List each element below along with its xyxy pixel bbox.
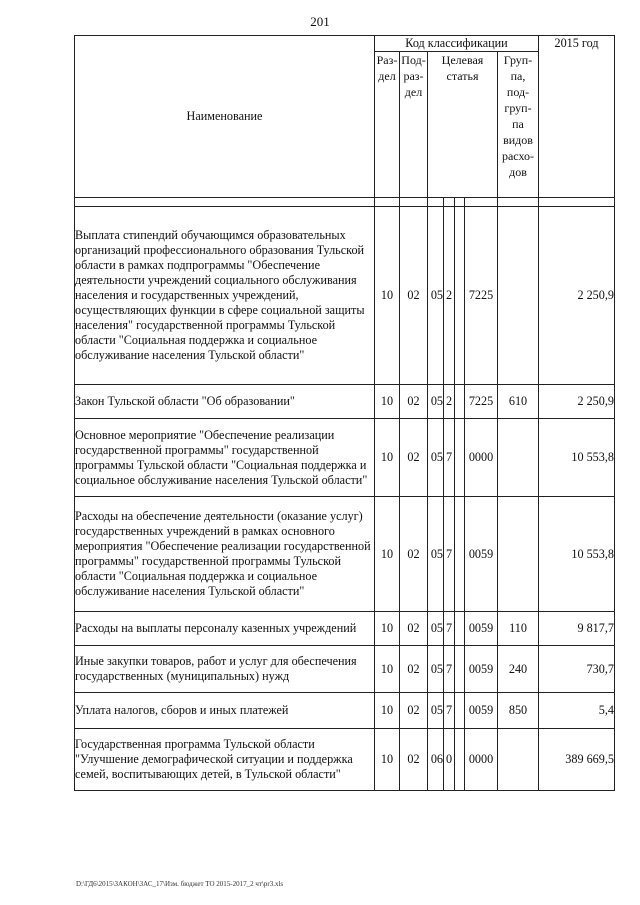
row-razdel: 10 (375, 207, 400, 385)
row-expense-group: 610 (498, 385, 539, 419)
row-razdel: 10 (375, 612, 400, 646)
row-razdel: 10 (375, 497, 400, 612)
header-code-group: Код классификации (375, 36, 539, 52)
row-target-blank (455, 693, 465, 729)
row-amount: 389 669,5 (539, 729, 615, 791)
row-podrazdel: 02 (400, 612, 428, 646)
row-target-direction: 0059 (465, 497, 498, 612)
row-name: Государственная программа Тульской области "Улучшение демографической ситуации и поддержка семей, воспитывающих детей, в Тульской области" (75, 729, 375, 791)
row-target-program: 05 (428, 612, 444, 646)
row-expense-group: 240 (498, 646, 539, 693)
row-name: Расходы на обеспечение деятельности (оказание услуг) государственных учреждений в рамках основного мероприятия "Обеспечение реализации государственной программы" государственной программы Тульской области "Социальная поддержка и социальное обслуживание населения Тульской области" (75, 497, 375, 612)
row-amount: 5,4 (539, 693, 615, 729)
row-target-subprogram: 2 (444, 207, 455, 385)
table-row (75, 497, 615, 612)
row-podrazdel: 02 (400, 646, 428, 693)
header-row-1 (75, 36, 615, 52)
row-name: Расходы на выплаты персоналу казенных учреждений (75, 612, 375, 646)
row-podrazdel: 02 (400, 497, 428, 612)
row-target-direction: 0059 (465, 646, 498, 693)
row-expense-group (498, 207, 539, 385)
row-expense-group (498, 729, 539, 791)
row-amount: 2 250,9 (539, 207, 615, 385)
row-target-blank (455, 419, 465, 497)
row-target-blank (455, 729, 465, 791)
row-name: Выплата стипендий обучающимся образовательных организаций профессионального образования Тульской области в рамках подпрограммы "Обеспечение деятельности учреждений социального обслуживания населения и государственных учреждений, осуществляющих функции в сфере социальной защиты населения" государственной программы Тульской области "Социальная поддержка и социальное обслуживание населения Тульской области" (75, 207, 375, 385)
row-target-direction: 0000 (465, 729, 498, 791)
table-row (75, 207, 615, 385)
page-number: 201 (310, 14, 330, 29)
row-razdel: 10 (375, 419, 400, 497)
header-target-article: Целевая статья (428, 52, 498, 198)
row-target-program: 05 (428, 419, 444, 497)
row-target-direction: 7225 (465, 207, 498, 385)
row-name: Иные закупки товаров, работ и услуг для обеспечения государственных (муниципальных) нужд (75, 646, 375, 693)
header-spacer-row (75, 198, 615, 207)
row-target-program: 05 (428, 693, 444, 729)
table-row (75, 385, 615, 419)
table-row (75, 693, 615, 729)
row-target-subprogram: 7 (444, 693, 455, 729)
header-name: Наименование (75, 36, 375, 198)
row-expense-group: 850 (498, 693, 539, 729)
row-amount: 9 817,7 (539, 612, 615, 646)
row-target-blank (455, 385, 465, 419)
row-amount: 10 553,8 (539, 497, 615, 612)
budget-table (74, 35, 615, 791)
row-target-direction: 0059 (465, 612, 498, 646)
row-expense-group (498, 497, 539, 612)
row-target-subprogram: 7 (444, 419, 455, 497)
row-podrazdel: 02 (400, 207, 428, 385)
row-razdel: 10 (375, 385, 400, 419)
row-target-direction: 7225 (465, 385, 498, 419)
row-target-program: 05 (428, 497, 444, 612)
table-row (75, 419, 615, 497)
table-row (75, 729, 615, 791)
header-year: 2015 год (539, 36, 615, 198)
row-target-direction: 0000 (465, 419, 498, 497)
table-row (75, 612, 615, 646)
row-target-subprogram: 7 (444, 497, 455, 612)
row-razdel: 10 (375, 693, 400, 729)
row-podrazdel: 02 (400, 729, 428, 791)
row-podrazdel: 02 (400, 693, 428, 729)
row-target-direction: 0059 (465, 693, 498, 729)
row-podrazdel: 02 (400, 385, 428, 419)
row-expense-group (498, 419, 539, 497)
row-name: Закон Тульской области "Об образовании" (75, 385, 375, 419)
row-target-blank (455, 646, 465, 693)
file-path-footer: D:\ГД6\2015\ЗАКОН\ЗАС_17\Изм. бюджет ТО 2015-2017_2 чт\pr3.xls (76, 880, 284, 888)
row-target-blank (455, 497, 465, 612)
row-expense-group: 110 (498, 612, 539, 646)
row-razdel: 10 (375, 646, 400, 693)
row-razdel: 10 (375, 729, 400, 791)
row-amount: 730,7 (539, 646, 615, 693)
row-target-program: 05 (428, 207, 444, 385)
row-podrazdel: 02 (400, 419, 428, 497)
row-name: Основное мероприятие "Обеспечение реализации государственной программы" государственной программы Тульской области "Социальная поддержка и социальное обслуживание населения Тульской области" (75, 419, 375, 497)
header-podrazdel: Под- раз- дел (400, 52, 428, 198)
row-target-program: 05 (428, 385, 444, 419)
row-target-subprogram: 2 (444, 385, 455, 419)
row-target-subprogram: 7 (444, 646, 455, 693)
row-target-program: 05 (428, 646, 444, 693)
table-row (75, 646, 615, 693)
row-target-subprogram: 0 (444, 729, 455, 791)
row-name: Уплата налогов, сборов и иных платежей (75, 693, 375, 729)
row-target-subprogram: 7 (444, 612, 455, 646)
row-target-blank (455, 612, 465, 646)
row-target-program: 06 (428, 729, 444, 791)
row-amount: 2 250,9 (539, 385, 615, 419)
header-razdel: Раз- дел (375, 52, 400, 198)
header-expense-group: Груп- па, под- груп- па видов расхо- дов (498, 52, 539, 198)
row-amount: 10 553,8 (539, 419, 615, 497)
row-target-blank (455, 207, 465, 385)
